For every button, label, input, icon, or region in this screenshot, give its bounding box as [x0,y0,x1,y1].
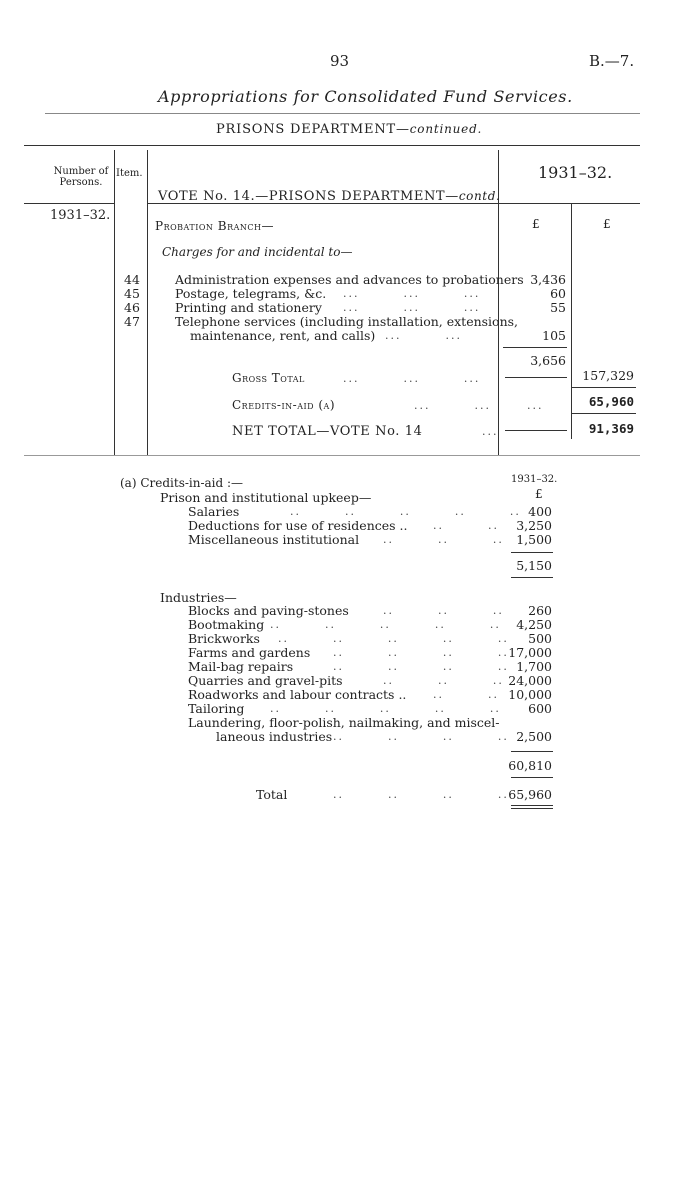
leader-dots: .. .. .. .. .. [290,505,521,518]
industry-amount: 10,000 [508,687,552,702]
leader-dots: .. .. .. [383,674,504,687]
leader-dots: ... ... [385,329,462,342]
col-divider-persons [114,150,115,455]
credits-in-aid-label: Credits-in-aid (a) [232,398,336,412]
leader-dots: ... ... ... [343,287,481,300]
charges-heading: Charges for and incidental to— [162,245,353,259]
leader-dots: ... ... ... [343,301,481,314]
page-title: Appropriations for Consolidated Fund Services. [158,87,573,106]
leader-dots: ... [482,425,499,438]
currency-symbol-1: £ [532,217,540,231]
leader-dots: .. .. .. .. [333,788,509,801]
credits-year: 1931–32. [511,474,558,485]
item-label: Postage, telegrams, &c. [175,286,327,301]
title-rule [45,113,640,114]
industry-amount: 2,500 [516,729,552,744]
industry-amount: 17,000 [508,645,552,660]
prison-subtotal-rule-bottom [511,577,553,578]
industry-label: Quarries and gravel-pits [188,673,343,688]
credit-amount: 1,500 [516,532,552,547]
gross-total-label: Gross Total [232,371,305,385]
item-amount: 55 [550,300,566,315]
probation-subtotal: 3,656 [530,353,566,368]
industry-label: Brickworks [188,631,260,646]
gross-total-amount: 157,329 [582,368,634,383]
leader-dots: .. .. .. .. [333,660,509,673]
persons-header-rule [24,203,114,204]
industry-amount: 1,700 [516,659,552,674]
credit-label: Deductions for use of residences .. [188,518,408,533]
industry-amount: 4,250 [516,617,552,632]
industry-label: Tailoring [188,701,245,716]
industry-amount: 600 [528,701,552,716]
prison-upkeep-heading: Prison and institutional upkeep— [160,490,372,505]
item-header: Item. [116,168,143,179]
vote-title: VOTE No. 14.—PRISONS DEPARTMENT—contd. [158,189,501,204]
industries-subtotal: 60,810 [508,758,552,773]
item-amount: 3,436 [530,272,566,287]
leader-dots: .. .. .. [383,533,504,546]
item-number: 44 [124,272,140,287]
page-number: 93 [330,52,350,70]
industry-amount: 24,000 [508,673,552,688]
industry-amount: 260 [528,603,552,618]
leader-dots: .. .. .. .. .. [270,702,501,715]
leader-dots: ... ... ... [343,372,481,385]
credit-label: Miscellaneous institutional [188,532,360,547]
credit-amount: 3,250 [516,518,552,533]
credits-currency: £ [535,487,543,501]
prison-subtotal: 5,150 [516,558,552,573]
item-number: 45 [124,286,140,301]
industry-label: Farms and gardens [188,645,311,660]
total-double-rule-1 [511,805,553,806]
item-number: 46 [124,300,140,315]
industry-label: Blocks and paving-stones [188,603,349,618]
leader-dots: .. .. .. .. .. [278,632,509,645]
subtotal-rule [503,347,567,348]
leader-dots: .. .. .. .. .. [270,618,501,631]
year-header: 1931–32. [538,163,613,182]
leader-dots: .. .. .. .. [333,730,509,743]
industry-label: Bootmaking [188,617,265,632]
item-amount: 105 [542,328,566,343]
net-total-rule [505,430,567,431]
leader-dots: .. .. .. [383,604,504,617]
item-label-continued: maintenance, rent, and calls) [190,328,376,343]
col-divider-item [147,150,148,455]
item-amount: 60 [550,286,566,301]
credits-total-amount: 65,960 [508,787,552,802]
industries-heading: Industries— [160,590,237,605]
total-double-rule-2 [511,808,553,809]
item-number: 47 [124,314,140,329]
persons-year: 1931–32. [50,208,111,223]
net-total-label: NET TOTAL—VOTE No. 14 [232,424,423,439]
net-total-amount: 91,369 [588,421,634,436]
credit-amount: 400 [528,504,552,519]
currency-symbol-2: £ [603,217,611,231]
item-label: Printing and stationery [175,300,322,315]
industry-label: Mail-bag repairs [188,659,294,674]
credits-rule-top [572,387,636,388]
leader-dots: ... ... [414,399,491,412]
item-label: Administration expenses and advances to probationers [175,272,524,287]
number-of-persons-header: Number of Persons. [53,166,109,188]
credits-in-aid-amount: 65,960 [588,394,634,409]
item-label: Telephone services (including installation, extensions, [175,314,519,329]
prison-subtotal-rule [511,552,553,553]
credit-label: Salaries [188,504,240,519]
section-heading: PRISONS DEPARTMENT—continued. [216,122,483,137]
table-top-rule [24,145,640,146]
industry-label: Roadworks and labour contracts .. [188,687,407,702]
table-bottom-rule [24,455,640,456]
gross-total-rule [505,377,567,378]
industries-subtotal-rule-bottom [511,777,553,778]
credits-total-label: Total [256,787,288,802]
industry-label: Laundering, floor-polish, nailmaking, and miscel- [188,715,500,730]
leader-dots: ... [527,399,544,412]
leader-dots: .. .. [433,519,499,532]
industries-subtotal-rule [511,751,553,752]
credits-breakdown-heading: (a) Credits-in-aid :— [120,476,244,490]
leader-dots: .. .. [433,688,499,701]
industry-amount: 500 [528,631,552,646]
credits-rule-bottom [572,413,636,414]
leader-dots: .. .. .. .. [333,646,509,659]
document-reference: B.—7. [589,52,635,70]
probation-branch-heading: Probation Branch— [155,219,274,233]
industry-label-continued: laneous industries [216,729,333,744]
